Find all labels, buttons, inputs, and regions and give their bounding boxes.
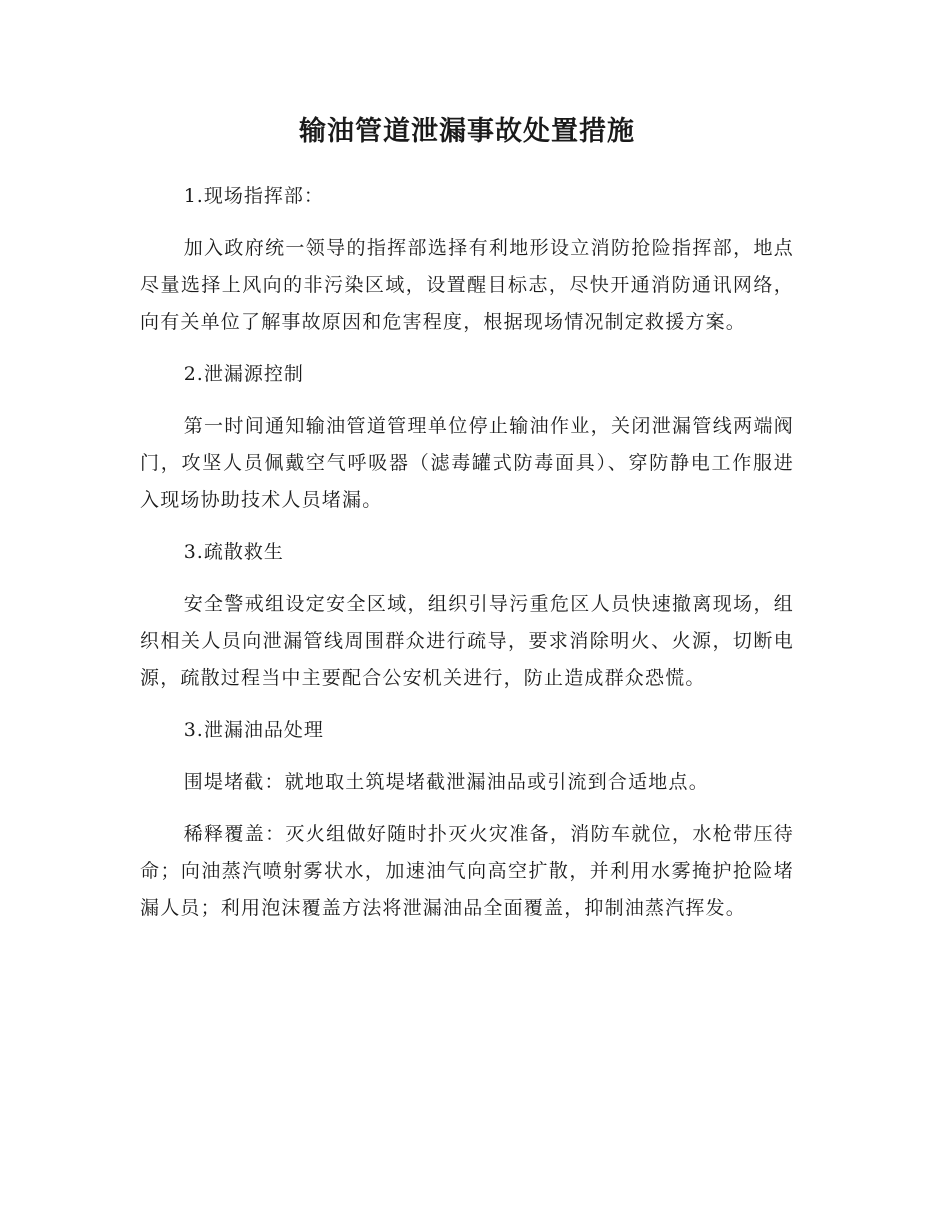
section-paragraph: 第一时间通知输油管道管理单位停止输油作业，关闭泄漏管线两端阀门，攻坚人员佩戴空气呼吸器（滤毒罐式防毒面具）、穿防静电工作服进入现场协助技术人员堵漏。: [140, 415, 794, 511]
section-paragraph: 加入政府统一领导的指挥部选择有利地形设立消防抢险指挥部，地点尽量选择上风向的非污染区域，设置醒目标志，尽快开通消防通讯网络，向有关单位了解事故原因和危害程度，根据现场情况制定救援方案。: [140, 237, 794, 333]
document-title: 输油管道泄漏事故处置措施: [299, 116, 635, 147]
section-command-post: [140, 178, 794, 341]
document-page: [140, 112, 794, 942]
section-leak-source-control: [140, 356, 794, 519]
section-paragraph: 围堤堵截：就地取土筑堤堵截泄漏油品或引流到合适地点。: [183, 771, 709, 793]
section-heading: 3.疏散救生: [183, 541, 284, 563]
section-oil-handling: [140, 712, 794, 927]
section-heading: 3.泄漏油品处理: [183, 719, 324, 741]
section-paragraph: 安全警戒组设定安全区域，组织引导污重危区人员快速撤离现场，组织相关人员向泄漏管线周围群众进行疏导，要求消除明火、火源，切断电源，疏散过程当中主要配合公安机关进行，防止造成群众恐慌。: [140, 593, 794, 689]
section-evacuation: [140, 534, 794, 697]
section-paragraph: 稀释覆盖：灭火组做好随时扑灭火灾准备，消防车就位，水枪带压待命；向油蒸汽喷射雾状水，加速油气向高空扩散，并利用水雾掩护抢险堵漏人员；利用泡沫覆盖方法将泄漏油品全面覆盖，抑制油蒸汽挥发。: [140, 823, 794, 919]
section-heading: 2.泄漏源控制: [183, 363, 304, 385]
section-heading: 1.现场指挥部：: [183, 185, 324, 207]
